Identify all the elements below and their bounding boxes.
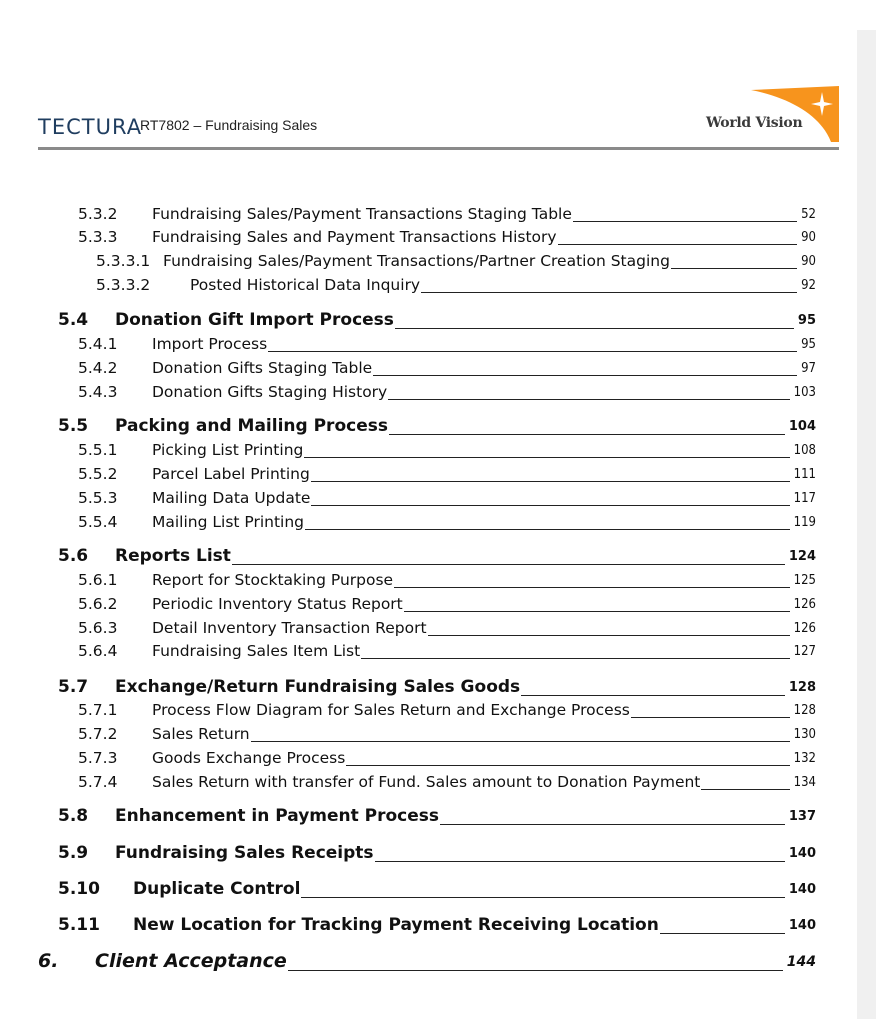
toc-leader-line [373,375,797,376]
toc-entry-page-number: 119 [793,515,816,530]
toc-entry[interactable] [0,951,846,971]
toc-entry-page-number: 134 [793,775,816,790]
world-vision-star-icon [751,86,841,142]
toc-entry-number: 5.5.4 [78,513,118,531]
toc-leader-line [346,765,790,766]
toc-leader-line [251,741,790,742]
toc-entry-number: 5.4.2 [78,359,118,377]
toc-entry-page-number: 140 [788,846,816,861]
toc-entry-page-number: 140 [788,882,816,897]
toc-entry[interactable] [0,915,846,935]
toc-entry-page-number: 127 [793,644,816,659]
toc-entry-title: Picking List Printing [152,441,304,459]
toc-leader-line [428,635,790,636]
toc-entry[interactable] [0,513,846,533]
toc-entry[interactable] [0,677,846,697]
toc-entry-number: 5.5.3 [78,489,118,507]
toc-entry[interactable] [0,595,846,615]
toc-entry-page-number: 137 [788,809,816,824]
toc-entry[interactable] [0,749,846,769]
toc-entry-title: Posted Historical Data Inquiry [190,276,421,294]
toc-entry-number: 5.3.2 [78,205,118,223]
toc-entry-page-number: 97 [801,361,816,376]
toc-entry-title: Report for Stocktaking Purpose [152,571,394,589]
toc-entry[interactable] [0,773,846,793]
toc-entry-number: 5.6.1 [78,571,118,589]
toc-entry[interactable] [0,619,846,639]
toc-entry-title: Fundraising Sales/Payment Transactions/Partner Creation Staging [163,252,670,270]
toc-leader-line [288,970,783,971]
toc-entry[interactable] [0,489,846,509]
toc-entry[interactable] [0,359,846,379]
toc-entry-title: Mailing List Printing [152,513,305,531]
toc-entry-title: Enhancement in Payment Process [115,806,440,826]
toc-entry-page-number: 144 [786,954,816,970]
toc-entry-title: Mailing Data Update [152,489,311,507]
toc-entry[interactable] [0,571,846,591]
toc-entry-title: Fundraising Sales Receipts [115,843,374,863]
page-header [38,86,839,150]
toc-entry-page-number: 126 [793,597,816,612]
toc-leader-line [573,221,797,222]
toc-entry-page-number: 104 [788,419,816,434]
toc-entry-number: 5.4.3 [78,383,118,401]
toc-leader-line [268,351,797,352]
toc-leader-line [701,789,790,790]
toc-entry-page-number: 140 [788,918,816,933]
toc-entry[interactable] [0,276,846,296]
toc-entry[interactable] [0,642,846,662]
toc-entry-number: 5.5.2 [78,465,118,483]
toc-entry-title: Process Flow Diagram for Sales Return and Exchange Process [152,701,630,719]
toc-entry-page-number: 95 [801,337,816,352]
toc-leader-line [521,695,785,696]
toc-leader-line [440,824,785,825]
toc-entry-title: Import Process [152,335,268,353]
toc-entry[interactable] [0,546,846,566]
toc-entry-page-number: 132 [793,751,816,766]
toc-leader-line [311,481,790,482]
toc-entry-number: 5.7.2 [78,725,118,743]
toc-entry-number: 5.3.3 [78,228,118,246]
tectura-logo: TECTURA [38,115,143,139]
toc-entry-title: Parcel Label Printing [152,465,310,483]
toc-entry[interactable] [0,441,846,461]
world-vision-logo-text: World Vision [706,115,803,131]
toc-entry-title: Fundraising Sales and Payment Transactions History [152,228,557,246]
toc-entry-number: 5.7 [58,677,89,697]
toc-entry-page-number: 52 [801,207,816,222]
toc-leader-line [301,897,785,898]
toc-entry-title: Client Acceptance [95,950,287,972]
toc-entry[interactable] [0,335,846,355]
toc-entry[interactable] [0,205,846,225]
toc-entry[interactable] [0,465,846,485]
toc-leader-line [404,611,790,612]
toc-entry-title: Donation Gifts Staging Table [152,359,373,377]
toc-entry[interactable] [0,806,846,826]
toc-leader-line [631,717,790,718]
toc-entry-page-number: 125 [793,573,816,588]
toc-entry-title: Packing and Mailing Process [115,416,388,436]
toc-entry-number: 5.6 [58,546,89,566]
toc-entry-number: 5.5 [58,416,89,436]
toc-leader-line [304,457,790,458]
toc-entry-title: Goods Exchange Process [152,749,346,767]
toc-entry-title: Exchange/Return Fundraising Sales Goods [115,677,521,697]
toc-leader-line [311,505,790,506]
toc-leader-line [388,399,790,400]
toc-entry[interactable] [0,879,846,899]
toc-entry[interactable] [0,228,846,248]
toc-entry-number: 5.9 [58,843,89,863]
toc-entry-title: Reports List [115,546,231,566]
toc-leader-line [395,328,794,329]
toc-entry-title: Donation Gift Import Process [115,310,394,330]
toc-entry-number: 6. [38,950,59,972]
toc-entry[interactable] [0,701,846,721]
toc-entry-title: Periodic Inventory Status Report [152,595,403,613]
toc-entry-number: 5.6.2 [78,595,118,613]
toc-entry-page-number: 128 [788,680,816,695]
toc-entry-number: 5.10 [58,879,100,899]
toc-entry-number: 5.7.1 [78,701,118,719]
toc-entry[interactable] [0,252,846,272]
toc-entry[interactable] [0,843,846,863]
toc-entry-title: Sales Return with transfer of Fund. Sales amount to Donation Payment [152,773,701,791]
toc-entry-number: 5.5.1 [78,441,118,459]
vertical-scrollbar[interactable] [857,30,876,1019]
toc-entry-number: 5.8 [58,806,89,826]
toc-entry-title: Fundraising Sales/Payment Transactions Staging Table [152,205,572,223]
toc-entry-page-number: 90 [801,230,816,245]
toc-entry-number: 5.7.3 [78,749,118,767]
toc-entry-title: Sales Return [152,725,250,743]
toc-entry-page-number: 90 [801,254,816,269]
toc-entry-page-number: 111 [793,467,816,482]
toc-entry-number: 5.3.3.1 [96,252,151,270]
toc-entry-page-number: 103 [793,385,816,400]
header-rule [38,147,839,150]
toc-entry-number: 5.4.1 [78,335,118,353]
toc-entry-page-number: 92 [801,278,816,293]
toc-entry-number: 5.6.3 [78,619,118,637]
toc-entry-title: Duplicate Control [133,879,301,899]
toc-entry[interactable] [0,383,846,403]
toc-leader-line [671,268,797,269]
toc-leader-line [389,434,785,435]
toc-leader-line [305,529,790,530]
toc-leader-line [232,564,785,565]
toc-leader-line [375,861,785,862]
toc-entry-page-number: 95 [797,313,816,328]
toc-leader-line [660,933,785,934]
toc-entry-number: 5.11 [58,915,100,935]
toc-entry[interactable] [0,725,846,745]
toc-entry-title: New Location for Tracking Payment Receiving Location [133,915,659,935]
toc-leader-line [394,587,790,588]
toc-entry[interactable] [0,310,846,330]
toc-entry-number: 5.6.4 [78,642,118,660]
toc-entry-page-number: 126 [793,621,816,636]
toc-leader-line [421,292,797,293]
toc-entry-title: Donation Gifts Staging History [152,383,388,401]
toc-entry-page-number: 108 [793,443,816,458]
toc-entry-title: Fundraising Sales Item List [152,642,361,660]
toc-entry-number: 5.4 [58,310,89,330]
toc-entry-page-number: 128 [793,703,816,718]
toc-entry-number: 5.3.3.2 [96,276,151,294]
toc-entry-number: 5.7.4 [78,773,118,791]
toc-entry-page-number: 117 [793,491,816,506]
document-title: RT7802 – Fundraising Sales [140,117,318,133]
toc-entry-page-number: 130 [793,727,816,742]
toc-leader-line [558,244,797,245]
toc-entry-title: Detail Inventory Transaction Report [152,619,427,637]
toc-entry-page-number: 124 [788,549,816,564]
toc-entry[interactable] [0,416,846,436]
toc-leader-line [361,658,790,659]
